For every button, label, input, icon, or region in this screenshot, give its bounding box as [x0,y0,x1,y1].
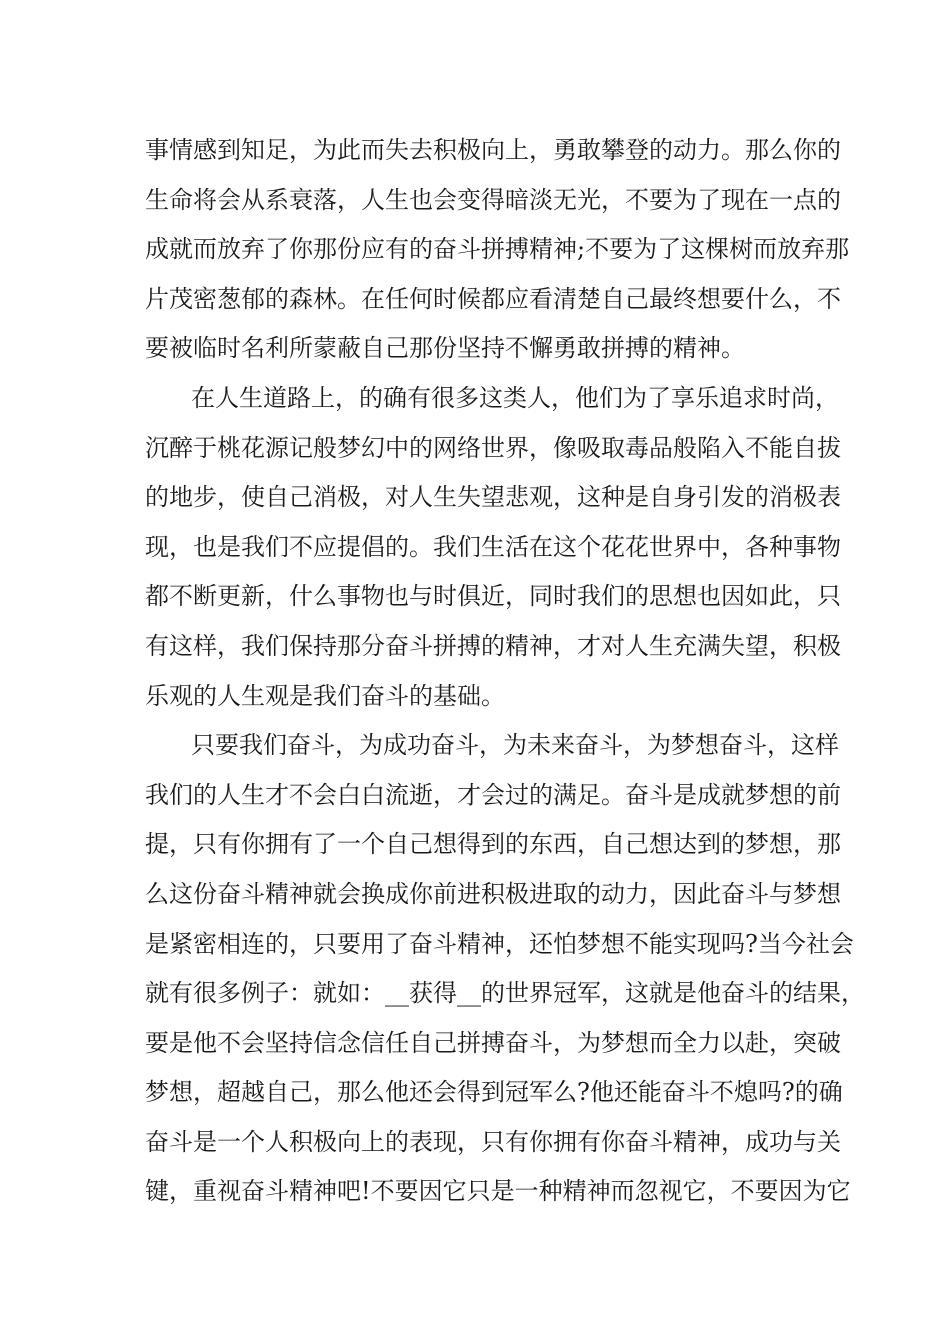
text-line: 生命将会从系衰落，人生也会变得暗淡无光，不要为了现在一点的 [145,185,841,214]
text-line: 提，只有你拥有了一个自己想得到的东西，自己想达到的梦想，那 [145,830,841,859]
text-line: 乐观的人生观是我们奋斗的基础。 [145,681,505,710]
text-line: 奋斗是一个人积极向上的表现，只有你拥有你奋斗精神，成功与关 [145,1127,841,1156]
text-line: 沉醉于桃花源记般梦幻中的网络世界，像吸取毒品般陷入不能自拔 [145,433,841,462]
text-line: 的地步，使自己消极，对人生失望悲观，这种是自身引发的消极表 [145,483,841,512]
paragraph-first-line: 在人生道路上，的确有很多这类人，他们为了享乐追求时尚， [191,383,839,412]
paragraph-first-line: 只要我们奋斗，为成功奋斗，为未来奋斗，为梦想奋斗，这样 [191,731,839,760]
text-line: 现，也是我们不应提倡的。我们生活在这个花花世界中，各种事物 [145,532,841,561]
text-line: 片茂密葱郁的森林。在任何时候都应看清楚自己最终想要什么，不 [145,284,841,313]
text-line: 都不断更新，什么事物也与时俱近，同时我们的思想也因如此，只 [145,582,841,611]
text-line: 是紧密相连的，只要用了奋斗精神，还怕梦想不能实现吗?当今社会 [145,929,854,958]
text-line: 我们的人生才不会白白流逝，才会过的满足。奋斗是成就梦想的前 [145,780,841,809]
document-body [145,126,865,1217]
text-line: 要被临时名利所蒙蔽自己那份坚持不懈勇敢拼搏的精神。 [145,334,745,363]
text-line: 么这份奋斗精神就会换成你前进积极进取的动力，因此奋斗与梦想 [145,879,841,908]
text-line: 有这样，我们保持那分奋斗拼搏的精神，才对人生充满失望，积极 [145,631,841,660]
text-line: 就有很多例子：就如：__获得__的世界冠军，这就是他奋斗的结果， [145,979,865,1008]
text-line: 梦想，超越自己，那么他还会得到冠军么?他还能奋斗不熄吗?的确 [145,1078,843,1107]
text-line: 成就而放弃了你那份应有的奋斗拼搏精神;不要为了这棵树而放弃那 [145,235,850,264]
text-line: 事情感到知足，为此而失去积极向上，勇敢攀登的动力。那么你的 [145,136,841,164]
text-line: 键，重视奋斗精神吧!不要因它只是一种精神而忽视它，不要因为它 [145,1177,851,1206]
text-line: 要是他不会坚持信念信任自己拼搏奋斗，为梦想而全力以赴，突破 [145,1028,841,1057]
